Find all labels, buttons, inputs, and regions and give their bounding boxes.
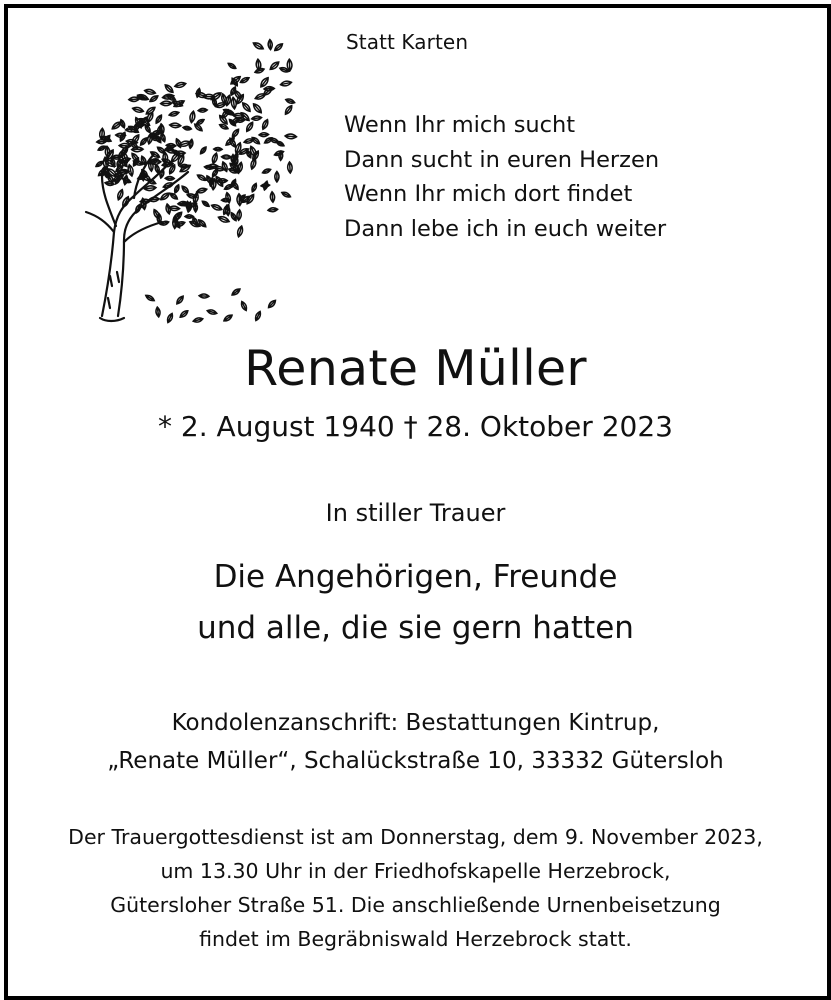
service-line: um 13.30 Uhr in der Friedhofskapelle Herzebrock, (160, 859, 671, 883)
mourners (0, 552, 831, 654)
service-line: findet im Begräbniswald Herzebrock statt. (199, 927, 632, 951)
mourners-line: Die Angehörigen, Freunde (213, 559, 618, 595)
condolence-address (0, 704, 831, 780)
life-dates: * 2. August 1940 † 28. Oktober 2023 (158, 410, 673, 443)
mourning-phrase: In stiller Trauer (325, 499, 506, 527)
poem-line: Wenn Ihr mich dort findet (344, 181, 633, 207)
mourners-line: und alle, die sie gern hatten (197, 610, 634, 646)
service-line: Der Trauergottesdienst ist am Donnerstag, dem 9. November 2023, (68, 825, 763, 849)
poem-line: Dann sucht in euren Herzen (344, 146, 660, 173)
deceased-name: Renate Müller (244, 340, 587, 397)
tree-with-leaves-icon (62, 36, 298, 330)
poem-line: Wenn Ihr mich sucht (344, 112, 576, 138)
header-label: Statt Karten (346, 30, 469, 54)
service-info (0, 820, 831, 956)
poem (344, 108, 666, 246)
service-line: Gütersloher Straße 51. Die anschließende Urnenbeisetzung (110, 893, 721, 917)
condolence-line: „Renate Müller“, Schalückstraße 10, 33332 Gütersloh (107, 748, 724, 774)
poem-line: Dann lebe ich in euch weiter (344, 215, 667, 242)
condolence-line: Kondolenzanschrift: Bestattungen Kintrup, (171, 710, 660, 736)
